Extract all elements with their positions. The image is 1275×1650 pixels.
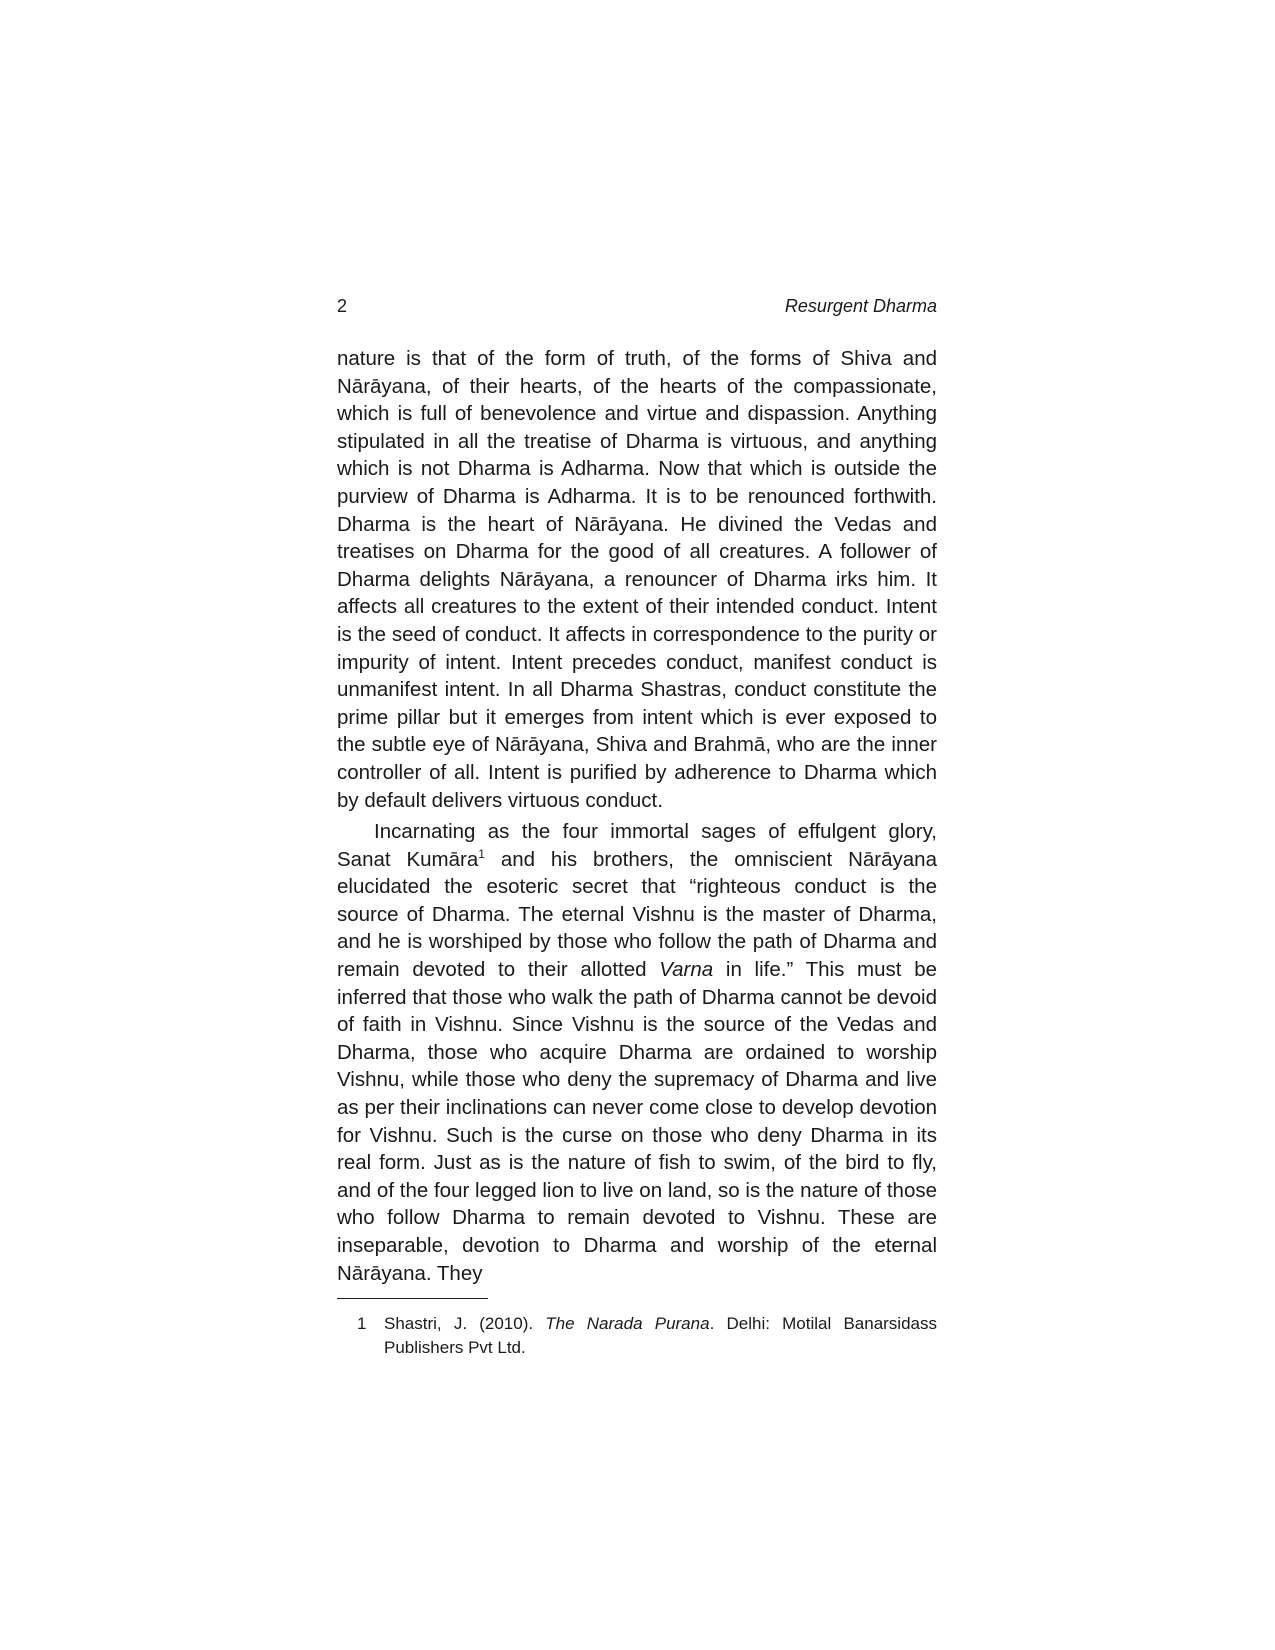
- paragraph-2-part-2: and his brothers, the omniscient Nārāyana elucidated the esoteric secret that “righteous conduct is the source of Dharma. The eternal Vishnu is the master of Dharma, and he is worshiped by those who follow the path of Dharma and remain devoted to their allotted: [337, 847, 937, 982]
- paragraph-1: nature is that of the form of truth, of the forms of Shiva and Nārāyana, of their hearts, of the hearts of the compassionate, which is full of benevolence and virtue and dispassion. Anything stipulated in all the treatise of Dharma is virtuous, and anything which is not Dharma is Adharma. Now that which is outside the purview of Dharma is Adharma. It is to be renounced forthwith. Dharma is the heart of Nārāyana. He divined the Vedas and treatises on Dharma for the good of all creatures. A follower of Dharma delights Nārāyana, a renouncer of Dharma irks him. It affects all creatures to the extent of their intended conduct. Intent is the seed of conduct. It affects in correspondence to the purity or impurity of intent. Intent precedes conduct, manifest conduct is unmanifest intent. In all Dharma Shastras, conduct constitute the prime pillar but it emerges from intent which is ever exposed to the subtle eye of Nārāyana, Shiva and Brahmā, who are the inner controller of all. Intent is purified by adherence to Dharma which by default delivers virtuous conduct.: [337, 347, 937, 812]
- footnote-work-title: The Narada Purana: [545, 1314, 710, 1333]
- paragraph-2-part-3: in life.” This must be inferred that those who walk the path of Dharma cannot be devoid of faith in Vishnu. Since Vishnu is the source of the Vedas and Dharma, those who acquire Dharma are ordained to worship Vishnu, while those who deny the supremacy of Dharma and live as per their inclinations can never come close to develop devotion for Vishnu. Such is the curse on those who deny Dharma in its real form. Just as is the nature of fish to swim, of the bird to fly, and of the four legged lion to live on land, so is the nature of those who follow Dharma to remain devoted to Vishnu. These are inseparable, devotion to Dharma and worship of the eternal Nārāyana. They: [337, 958, 937, 1285]
- footnote-divider: [337, 1298, 488, 1299]
- footnote: [337, 1312, 937, 1360]
- paragraph-2: [337, 818, 937, 1287]
- footnote-reference[interactable]: 1: [478, 846, 485, 861]
- book-title: Resurgent Dharma: [784, 296, 937, 316]
- footnote-publisher: . Delhi: Motilal Banarsidass Publishers Pvt Ltd.: [384, 1314, 937, 1357]
- paragraph-2-part-1: Incarnating as the four immortal sages of effulgent glory, Sanat Kumāra: [337, 820, 937, 871]
- footnote-number: 1: [357, 1314, 367, 1333]
- page-number: 2: [337, 296, 348, 316]
- running-head: [337, 294, 937, 318]
- body-text: [337, 345, 937, 1287]
- footnote-text: [384, 1312, 937, 1360]
- footnote-author-year: Shastri, J. (2010).: [384, 1314, 546, 1333]
- document-page: [337, 0, 937, 1650]
- italic-term-varna: Varna: [659, 958, 714, 982]
